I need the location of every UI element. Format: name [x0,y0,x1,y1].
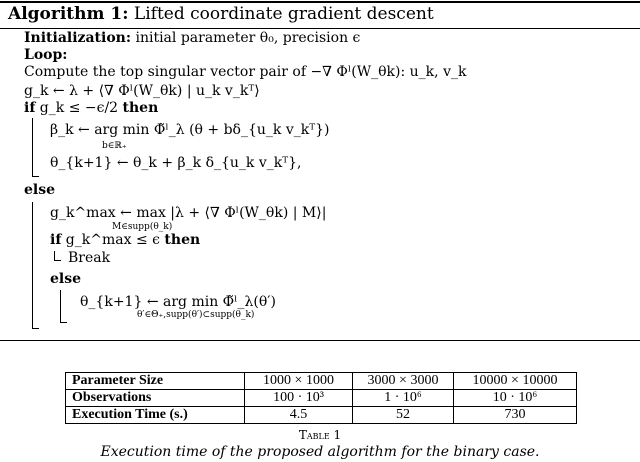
table-row [66,373,577,390]
cell: 1000 × 1000 [245,373,353,390]
table-label: Table 1 [298,428,342,442]
row-header: Observations [66,390,245,407]
init-line: Initialization: initial parameter θ₀, precision ϵ [24,30,361,46]
row-header: Execution Time (s.) [66,407,245,424]
beta-line: β_k ← arg min Φ̃ˡ_λ (θ + bδ_{u_k v_kᵀ}) [50,122,330,138]
if-block-bar [32,118,39,177]
table-caption: Execution time of the proposed algorithm for the binary case. [100,444,540,460]
g-line: g_k ← λ + ⟨∇ Φˡ(W_θk) | u_k v_kᵀ⟩ [24,83,260,99]
top-rule [0,1,640,3]
theta-line: θ_{k+1} ← θ_k + β_k δ_{u_k v_kᵀ}, [50,155,302,171]
break-label: Break [68,250,111,266]
theta2-line: θ_{k+1} ← arg min Φ̃ˡ_λ(θ′) [80,294,276,310]
else-label: else [24,182,56,198]
cell: 3000 × 3000 [353,373,454,390]
cell: 1 · 10⁶ [353,390,454,407]
else2-label: else [50,271,82,287]
algorithm-title: Algorithm 1: Lifted coordinate gradient descent [8,4,434,24]
execution-time-table [65,372,577,424]
if2-line: if g_k^max ≤ ϵ then [50,232,201,248]
table-row [66,407,577,424]
table-row [66,390,577,407]
cell: 10000 × 10000 [454,373,577,390]
cell: 100 · 10³ [245,390,353,407]
cell: 52 [353,407,454,424]
row-header: Parameter Size [66,373,245,390]
cell: 730 [454,407,577,424]
compute-line: Compute the top singular vector pair of −∇ Φˡ(W_θk): u_k, v_k [24,64,467,80]
theta2-under: θ′∈Θ₊,supp(θ′)⊂supp(θ_k) [137,310,255,320]
loop-label: Loop: [24,47,68,63]
title-rule [0,28,640,29]
break-bar [54,251,61,261]
beta-under: b∈ℝ₊ [102,141,127,151]
cell: 4.5 [245,407,353,424]
gmax-under: M∈supp(θ_k) [112,222,173,232]
else-block-bar [32,202,39,329]
gmax-line: g_k^max ← max |λ + ⟨∇ Φˡ(W_θk) | M⟩| [50,205,327,221]
else2-bar [60,290,67,323]
if-line: if g_k ≤ −ϵ/2 then [24,100,159,116]
cell: 10 · 10⁶ [454,390,577,407]
bottom-rule [0,340,640,341]
